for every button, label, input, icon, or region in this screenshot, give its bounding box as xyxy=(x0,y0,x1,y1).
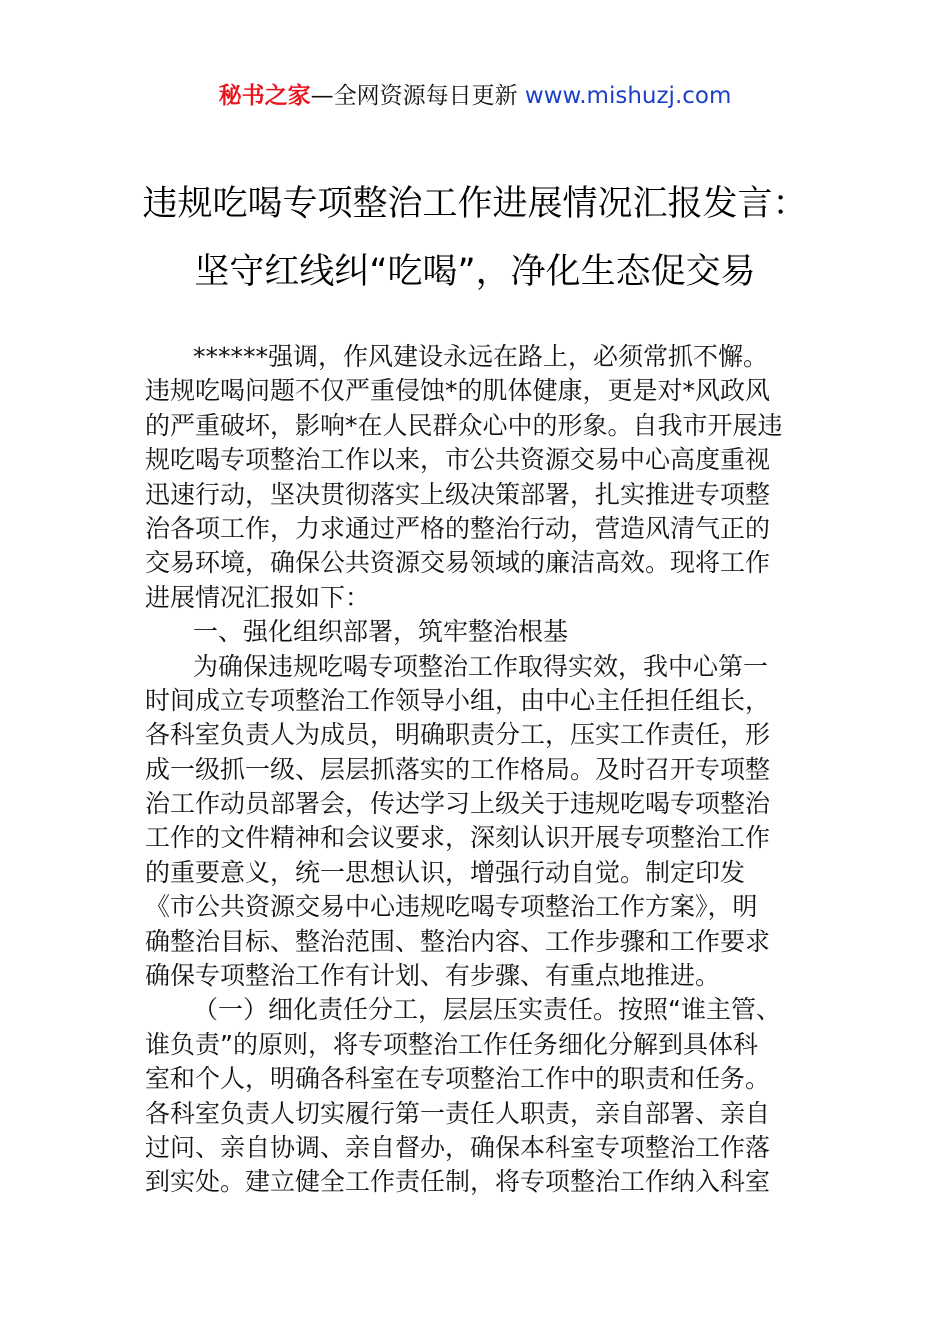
paragraph-line: 工作的文件精神和会议要求，深刻认识开展专项整治工作 xyxy=(145,823,771,853)
paragraph-line: 进展情况汇报如下： xyxy=(145,582,371,612)
paragraph-line: 到实处。建立健全工作责任制，将专项整治工作纳入科室 xyxy=(145,1167,771,1197)
paragraph-line: 为确保违规吃喝专项整治工作取得实效，我中心第一 xyxy=(193,651,769,681)
brand-name: 秘书之家 xyxy=(218,83,311,109)
paragraph-line: 确整治目标、整治范围、整治内容、工作步骤和工作要求 xyxy=(145,926,771,956)
paragraph-line: 各科室负责人切实履行第一责任人职责，亲自部署、亲自 xyxy=(145,1098,771,1128)
paragraph-line: 谁负责”的原则，将专项整治工作任务细化分解到具体科 xyxy=(145,1029,758,1059)
paragraph-line: 过问、亲自协调、亲自督办，确保本科室专项整治工作落 xyxy=(145,1132,771,1162)
paragraph-line: 迅速行动，坚决贯彻落实上级决策部署，扎实推进专项整 xyxy=(145,479,771,509)
paragraph-line: 室和个人，明确各科室在专项整治工作中的职责和任务。 xyxy=(145,1064,771,1094)
paragraph-line: 各科室负责人为成员，明确职责分工，压实工作责任，形 xyxy=(145,720,771,750)
paragraph-line: 时间成立专项整治工作领导小组，由中心主任担任组长， xyxy=(145,685,771,715)
paragraph-line: 确保专项整治工作有计划、有步骤、有重点地推进。 xyxy=(145,961,721,991)
paragraph-line: 成一级抓一级、层层抓落实的工作格局。及时召开专项整 xyxy=(145,754,771,784)
paragraph-line: 《市公共资源交易中心违规吃喝专项整治工作方案》，明 xyxy=(145,892,758,922)
section-heading: 一、强化组织部署，筑牢整治根基 xyxy=(193,617,569,647)
site-link[interactable]: www.mishuzj.com xyxy=(524,83,732,109)
paragraph-line: 治各项工作，力求通过严格的整治行动，营造风清气正的 xyxy=(145,513,771,543)
paragraph-line: 治工作动员部署会，传达学习上级关于违规吃喝专项整治 xyxy=(145,789,771,819)
paragraph-line: 规吃喝专项整治工作以来，市公共资源交易中心高度重视 xyxy=(145,445,771,475)
paragraph-line: 交易环境，确保公共资源交易领域的廉洁高效。现将工作 xyxy=(145,548,771,578)
paragraph-line: ******强调，作风建设永远在路上，必须常抓不懈。 xyxy=(193,342,769,371)
document-title-line-2: 坚守红线纠“吃喝”，净化生态促交易 xyxy=(194,252,756,292)
paragraph-line: 违规吃喝问题不仅严重侵蚀*的肌体健康，更是对*风政风 xyxy=(145,376,771,406)
document-title-line-1: 违规吃喝专项整治工作进展情况汇报发言： xyxy=(142,184,808,224)
site-header xyxy=(0,80,950,112)
document-body xyxy=(145,340,815,1200)
paragraph-line: 的严重破坏，影响*在人民群众心中的形象。自我市开展违 xyxy=(145,410,783,440)
subsection-line: （一）细化责任分工，层层压实责任。按照“谁主管、 xyxy=(193,995,781,1025)
header-tagline: —全网资源每日更新 xyxy=(310,83,525,109)
paragraph-line: 的重要意义，统一思想认识，增强行动自觉。制定印发 xyxy=(145,857,746,887)
